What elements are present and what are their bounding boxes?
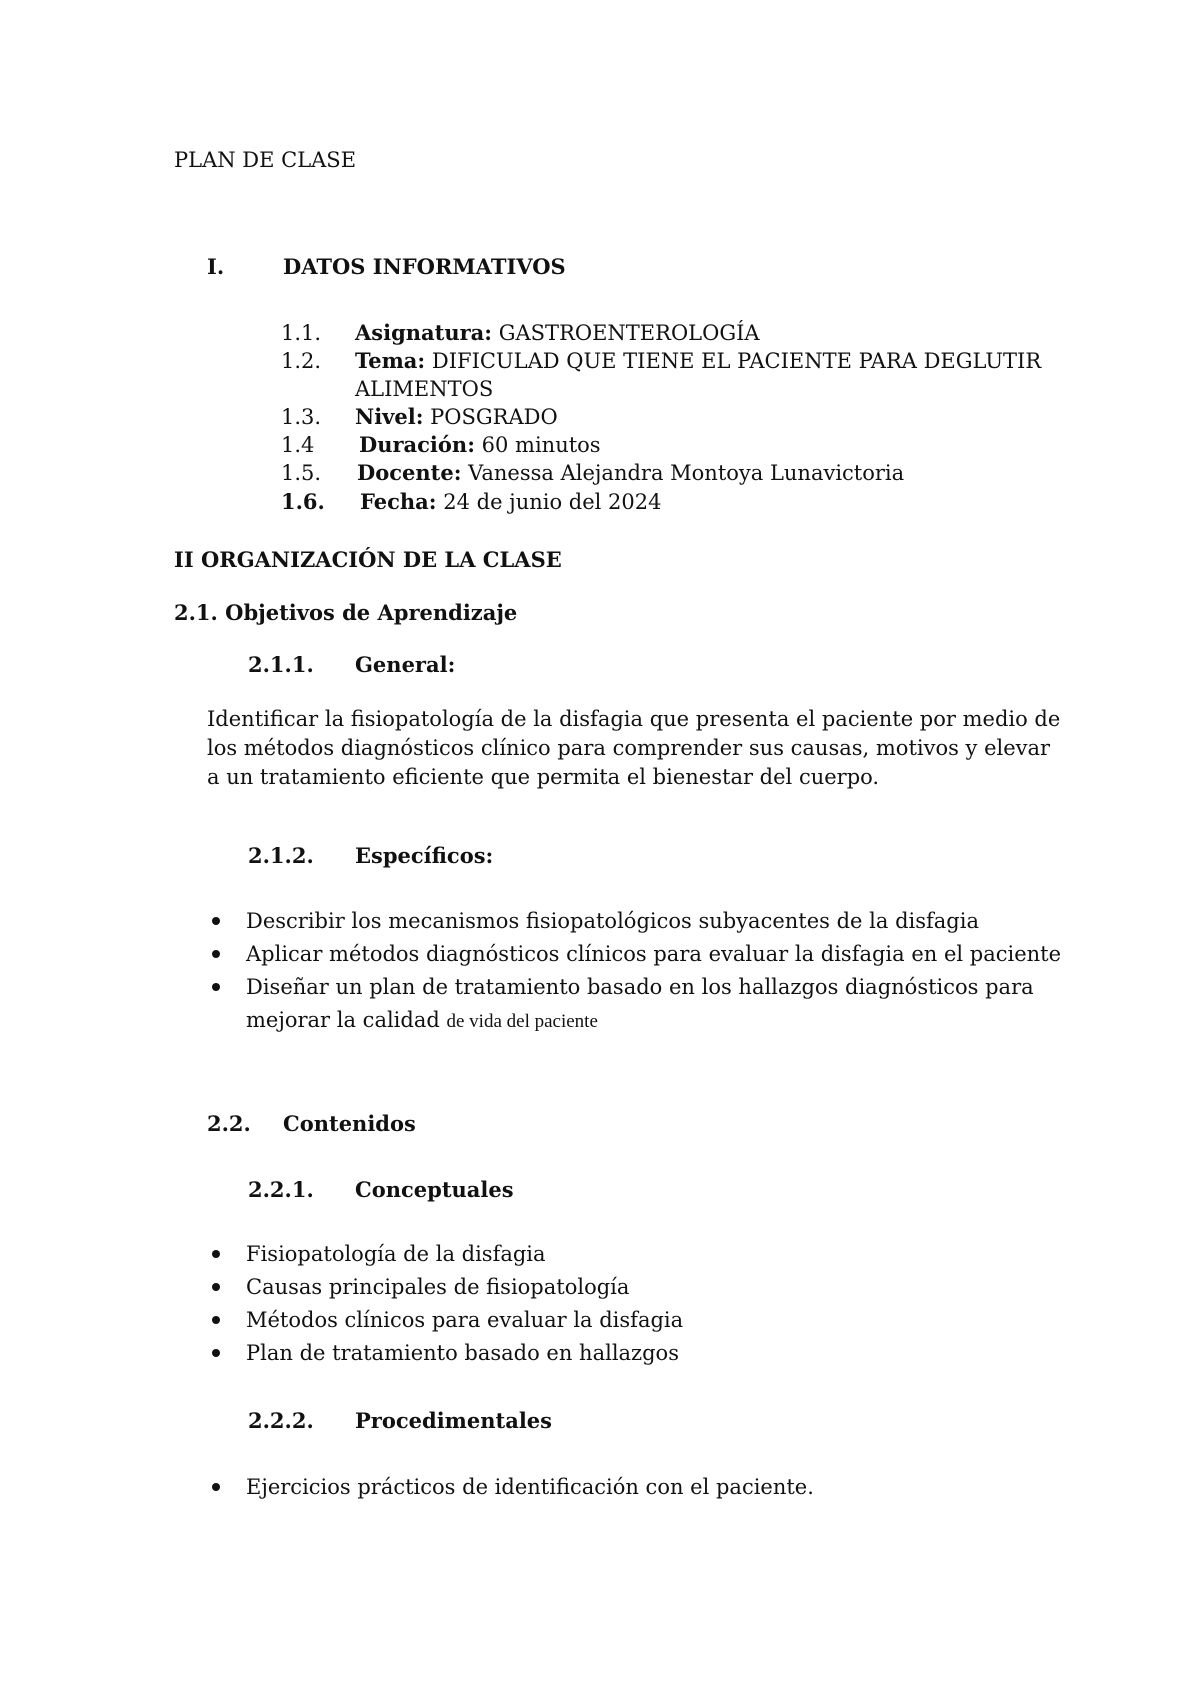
- subsubsection-heading: General:: [355, 652, 456, 677]
- item-value: GASTROENTEROLOGÍA: [498, 321, 760, 345]
- item-value: Vanessa Alejandra Montoya Lunavictoria: [468, 461, 905, 485]
- bullet-icon: [212, 1316, 220, 1324]
- continued-text: mejorar la calidad: [246, 1008, 440, 1032]
- item-label: Docente:: [357, 460, 462, 485]
- list-item: Ejercicios prácticos de identificación con el paciente.: [246, 1475, 814, 1499]
- bullet-icon: [212, 1250, 220, 1258]
- bullet-icon: [212, 950, 220, 958]
- list-item: Métodos clínicos para evaluar la disfagia: [246, 1308, 684, 1332]
- subsubsection-heading: Procedimentales: [355, 1408, 552, 1433]
- list-item: Causas principales de fisiopatología: [246, 1275, 630, 1299]
- item-label: Nivel:: [355, 404, 424, 429]
- paragraph-line: Identificar la fisiopatología de la disfagia que presenta el paciente por medio de: [207, 707, 1061, 731]
- continued-text: de vida del paciente: [446, 1011, 598, 1032]
- subsection-heading: Contenidos: [283, 1111, 416, 1136]
- section-number: I.: [207, 254, 225, 279]
- item-value: POSGRADO: [430, 405, 558, 429]
- item-value-continued: ALIMENTOS: [355, 377, 494, 401]
- section-heading: DATOS INFORMATIVOS: [283, 254, 566, 279]
- item-number: 1.6.: [281, 489, 325, 514]
- item-number: 1.1.: [281, 321, 322, 345]
- item-label: Duración:: [359, 432, 475, 457]
- list-item: Plan de tratamiento basado en hallazgos: [246, 1341, 679, 1365]
- item-number: 1.3.: [281, 405, 322, 429]
- subsubsection-number: 2.2.1.: [248, 1177, 314, 1202]
- subsection-heading: 2.1. Objetivos de Aprendizaje: [174, 600, 518, 625]
- section-heading: II ORGANIZACIÓN DE LA CLASE: [174, 547, 562, 572]
- subsection-number: 2.2.: [207, 1111, 251, 1136]
- paragraph-line: los métodos diagnósticos clínico para comprender sus causas, motivos y elevar: [207, 736, 1051, 760]
- info-item-topic: [355, 347, 1041, 375]
- item-label: Tema:: [355, 348, 426, 373]
- list-item: Fisiopatología de la disfagia: [246, 1242, 546, 1266]
- list-item: Aplicar métodos diagnósticos clínicos para evaluar la disfagia en el paciente: [246, 942, 1062, 966]
- item-value: DIFICULAD QUE TIENE EL PACIENTE PARA DEGLUTIR: [431, 349, 1042, 373]
- list-item: Diseñar un plan de tratamiento basado en los hallazgos diagnósticos para: [246, 975, 1034, 999]
- item-number: 1.2.: [281, 349, 322, 373]
- subsubsection-number: 2.2.2.: [248, 1408, 314, 1433]
- subsubsection-heading: Específicos:: [355, 843, 494, 868]
- bullet-icon: [212, 1349, 220, 1357]
- item-value: 60 minutos: [481, 433, 601, 457]
- bullet-icon: [212, 1483, 220, 1491]
- subsubsection-number: 2.1.2.: [248, 843, 314, 868]
- subsubsection-heading: Conceptuales: [355, 1177, 514, 1202]
- item-label: Fecha:: [360, 489, 437, 514]
- list-item: Describir los mecanismos fisiopatológicos subyacentes de la disfagia: [246, 909, 979, 933]
- bullet-icon: [212, 917, 220, 925]
- info-item-level: [355, 403, 558, 431]
- item-number: 1.4: [281, 433, 315, 457]
- list-item-continued: [246, 1006, 598, 1036]
- item-number: 1.5.: [281, 461, 322, 485]
- info-item-teacher: [357, 459, 904, 487]
- page-title: PLAN DE CLASE: [174, 148, 357, 172]
- paragraph-line: a un tratamiento eficiente que permita el bienestar del cuerpo.: [207, 765, 880, 789]
- info-item-subject: [355, 319, 760, 347]
- info-item-date: [360, 488, 661, 516]
- bullet-icon: [212, 983, 220, 991]
- subsubsection-number: 2.1.1.: [248, 652, 314, 677]
- info-item-duration: [359, 431, 601, 459]
- item-label: Asignatura:: [355, 320, 493, 345]
- bullet-icon: [212, 1283, 220, 1291]
- item-value: 24 de junio del 2024: [443, 490, 662, 514]
